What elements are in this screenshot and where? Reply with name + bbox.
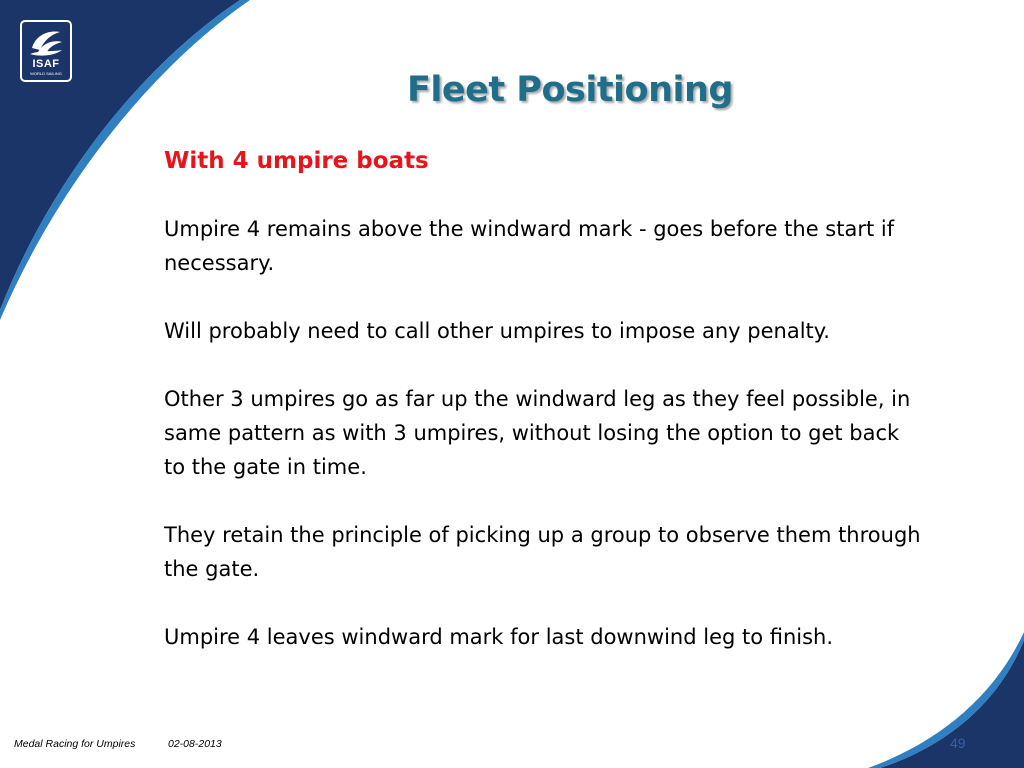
logo-text: ISAF <box>32 58 60 70</box>
paragraph-4: They retain the principle of picking up a group to observe them through the gate. <box>164 523 921 581</box>
slide-number: 49 <box>950 735 966 751</box>
isaf-logo <box>20 20 72 82</box>
sail-emblem-icon <box>26 26 66 58</box>
logo-subtext: WORLD SAILING <box>30 71 62 76</box>
slide-title: Fleet Positioning <box>407 70 733 110</box>
paragraph-2: Will probably need to call other umpires to impose any penalty. <box>164 319 830 343</box>
paragraph-1: Umpire 4 remains above the windward mark - goes before the start if necessary. <box>164 217 895 275</box>
footer-presentation-name: Medal Racing for Umpires <box>14 738 136 750</box>
paragraph-5: Umpire 4 leaves windward mark for last downwind leg to finish. <box>164 625 834 649</box>
slide-subtitle: With 4 umpire boats <box>164 148 429 174</box>
paragraph-3: Other 3 umpires go as far up the windward leg as they feel possible, in same pattern as with 3 umpires, without losing the option to get back to the gate in time. <box>164 387 911 479</box>
footer-date: 02-08-2013 <box>168 738 222 750</box>
slide-body <box>164 144 924 688</box>
